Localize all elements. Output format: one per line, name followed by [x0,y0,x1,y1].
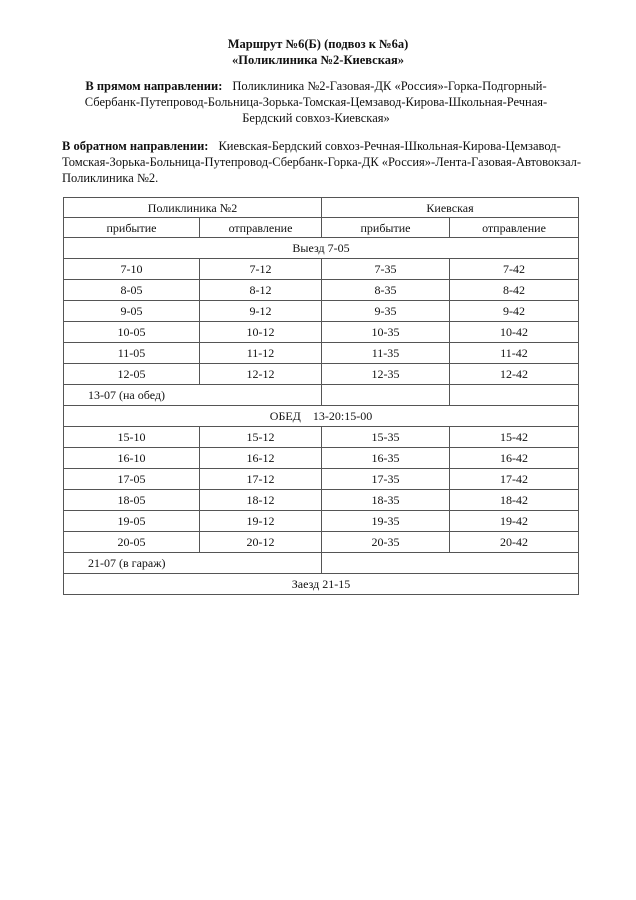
stop1-departure-cell: 9-12 [200,301,322,322]
schedule-table [63,197,579,595]
stop1-departure-cell: 15-12 [200,427,322,448]
stop2-departure-cell: 20-42 [450,532,579,553]
stop1-header: Поликлиника №2 [64,198,322,218]
stop2-arrival-cell: 16-35 [322,448,450,469]
departure-note: Выезд 7-05 [64,238,579,259]
reverse-stops: Киевская-Бердский совхоз-Речная-Школьная-Кирова-Цемзавод-Томская-Зорька-Больница-Путепровод-Сбербанк-Горка-ДК «Россия»-Лента-Газовая-Автовокзал-Поликлиника №2. [62,139,582,185]
stop2-departure-cell: 19-42 [450,511,579,532]
stop2-header: Киевская [322,198,579,218]
stop1-arrival-cell: 18-05 [64,490,200,511]
stop2-arrival-cell: 12-35 [322,364,450,385]
stop1-arrival-cell: 11-05 [64,343,200,364]
stop1-departure-cell: 8-12 [200,280,322,301]
lunch-arrival-cell: 13-07 (на обед) [64,385,322,406]
stop2-departure-cell: 15-42 [450,427,579,448]
stop1-departure-cell: 12-12 [200,364,322,385]
stop1-arrival-cell: 15-10 [64,427,200,448]
stop1-departure-cell: 19-12 [200,511,322,532]
schedule-row [64,448,579,469]
stop2-departure-cell: 8-42 [450,280,579,301]
forward-direction [62,78,570,126]
stop1-arrival-cell: 16-10 [64,448,200,469]
schedule-row [64,301,579,322]
schedule-row [64,532,579,553]
stop1-arrival-cell: 12-05 [64,364,200,385]
lunch-note: ОБЕД 13-20:15-00 [64,406,579,427]
stop2-departure-cell: 11-42 [450,343,579,364]
schedule-row [64,280,579,301]
schedule-row [64,469,579,490]
stop2-arrival-cell: 19-35 [322,511,450,532]
stop2-arrival-cell: 20-35 [322,532,450,553]
forward-stops: Поликлиника №2-Газовая-ДК «Россия»-Горка-Подгорный-Сбербанк-Путепровод-Больница-Зорька-Томская-Цемзавод-Кирова-Школьная-Речная-Бердский совхоз-Киевская» [84,79,548,125]
stop2-arrival-cell: 10-35 [322,322,450,343]
stop1-arrival-cell: 20-05 [64,532,200,553]
stop1-arrival-cell: 17-05 [64,469,200,490]
reverse-label: В обратном направлении: [62,139,209,153]
empty-cell [322,385,450,406]
reverse-direction [62,138,582,186]
stop1-departure-cell: 7-12 [200,259,322,280]
empty-cell [450,385,579,406]
stop1-departure-cell: 11-12 [200,343,322,364]
stop1-arrival-cell: 19-05 [64,511,200,532]
stop1-departure-cell: 16-12 [200,448,322,469]
schedule-row [64,490,579,511]
stop2-arrival-cell: 18-35 [322,490,450,511]
route-title: Маршрут №6(Б) (подвоз к №6а) [227,37,409,51]
schedule-row [64,322,579,343]
stop1-arrival-cell: 10-05 [64,322,200,343]
stop1-arrival-cell: 9-05 [64,301,200,322]
schedule-row [64,364,579,385]
stop2-arrival-cell: 7-35 [322,259,450,280]
stop2-arrival-cell: 15-35 [322,427,450,448]
stop2-departure-header: отправление [450,218,579,238]
route-subtitle: «Поликлиника №2-Киевская» [232,53,404,67]
stop2-departure-cell: 12-42 [450,364,579,385]
stop2-departure-cell: 18-42 [450,490,579,511]
stop2-departure-cell: 17-42 [450,469,579,490]
stop1-arrival-cell: 8-05 [64,280,200,301]
stop2-arrival-cell: 9-35 [322,301,450,322]
stop2-departure-cell: 10-42 [450,322,579,343]
stop1-departure-cell: 17-12 [200,469,322,490]
schedule-row [64,259,579,280]
stop2-arrival-cell: 8-35 [322,280,450,301]
stop2-departure-cell: 7-42 [450,259,579,280]
empty-cell [322,553,579,574]
forward-label: В прямом направлении: [85,79,223,93]
stop1-departure-header: отправление [200,218,322,238]
stop1-arrival-header: прибытие [64,218,200,238]
stop2-arrival-cell: 17-35 [322,469,450,490]
schedule-row [64,511,579,532]
schedule-row [64,427,579,448]
stop1-departure-cell: 10-12 [200,322,322,343]
return-note: Заезд 21-15 [64,574,579,595]
schedule-row [64,343,579,364]
stop2-arrival-cell: 11-35 [322,343,450,364]
stop2-arrival-header: прибытие [322,218,450,238]
garage-arrival-cell: 21-07 (в гараж) [64,553,322,574]
stop2-departure-cell: 16-42 [450,448,579,469]
stop1-departure-cell: 18-12 [200,490,322,511]
stop2-departure-cell: 9-42 [450,301,579,322]
stop1-arrival-cell: 7-10 [64,259,200,280]
stop1-departure-cell: 20-12 [200,532,322,553]
